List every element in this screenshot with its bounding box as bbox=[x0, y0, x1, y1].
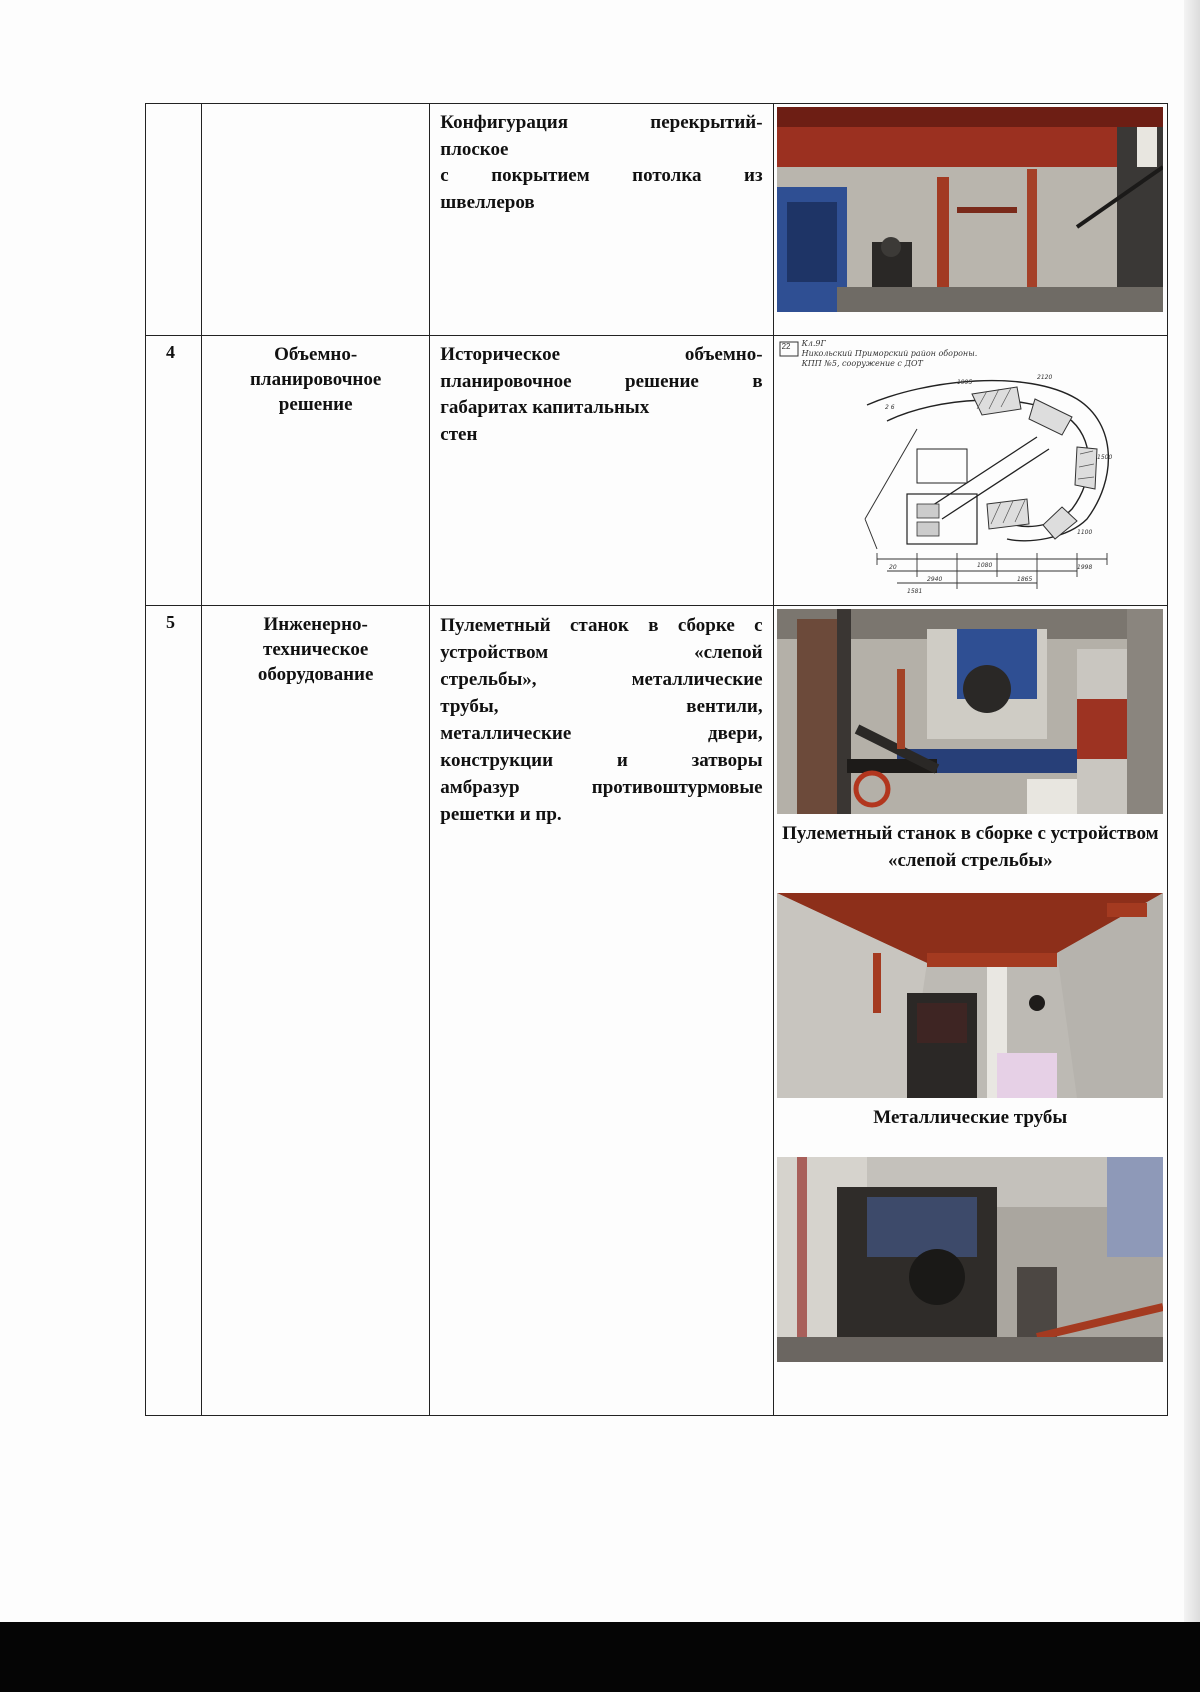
row-number-cell bbox=[146, 104, 202, 336]
svg-text:2 6: 2 6 bbox=[884, 404, 895, 411]
svg-text:2940: 2940 bbox=[926, 576, 942, 583]
photo-caption: Металлические трубы bbox=[873, 1107, 1068, 1128]
sketch-handwritten-note: Кл.9Г Никольский Приморский район обороны. КПП №5, сооружение с ДОТ bbox=[801, 339, 978, 368]
monument-table bbox=[145, 103, 1168, 1416]
row-number-cell: 5 bbox=[146, 606, 202, 1416]
svg-text:1100: 1100 bbox=[1076, 529, 1092, 536]
row-image-cell bbox=[773, 104, 1167, 336]
embrasure-photo bbox=[777, 1157, 1163, 1362]
sketch-drawing bbox=[777, 339, 1165, 601]
table-row bbox=[146, 606, 1168, 1416]
description-text: Историческое объемно- планировочное решение в габаритах капитальных стен bbox=[440, 344, 763, 445]
svg-text:2120: 2120 bbox=[1036, 374, 1052, 381]
row-image-cell bbox=[773, 336, 1167, 606]
photo-caption: Пулеметный станок в сборке с устройством «слепой стрельбы» bbox=[782, 823, 1159, 871]
floor-plan-sketch bbox=[777, 339, 1165, 601]
svg-text:1500: 1500 bbox=[1096, 454, 1112, 461]
scan-edge-shadow bbox=[1184, 0, 1200, 1622]
table-row bbox=[146, 336, 1168, 606]
row-name-cell bbox=[202, 104, 430, 336]
machine-gun-mount-photo bbox=[777, 609, 1163, 814]
row-description-cell bbox=[430, 336, 773, 606]
description-text: Пулеметный станок в сборке с устройством «слепой стрельбы», металлические трубы, вентили, металлические двери, конструкции и затворы амбразур противоштурмовые решетки и пр. bbox=[440, 615, 763, 825]
row-name-cell: Объемно-планировочное решение bbox=[202, 336, 430, 606]
sketch-box-number: 22 bbox=[781, 342, 791, 351]
row-name-cell: Инженерно-техническое оборудование bbox=[202, 606, 430, 1416]
svg-text:1865: 1865 bbox=[1016, 576, 1032, 583]
row-description-cell bbox=[430, 104, 773, 336]
svg-text:1998: 1998 bbox=[1076, 564, 1092, 571]
svg-text:1080: 1080 bbox=[976, 562, 992, 569]
svg-text:1995: 1995 bbox=[956, 379, 972, 386]
row-description-cell bbox=[430, 606, 773, 1416]
description-text: Конфигурация перекрытий- плоское с покрытием потолка из швеллеров bbox=[440, 112, 763, 213]
metal-pipes-photo bbox=[777, 893, 1163, 1098]
table-row bbox=[146, 104, 1168, 336]
svg-text:1581: 1581 bbox=[906, 588, 922, 595]
row-image-cell bbox=[773, 606, 1167, 1416]
ceiling-photo bbox=[777, 107, 1163, 312]
svg-text:20: 20 bbox=[888, 564, 897, 571]
row-number-cell: 4 bbox=[146, 336, 202, 606]
scan-bottom-border bbox=[0, 1622, 1200, 1692]
